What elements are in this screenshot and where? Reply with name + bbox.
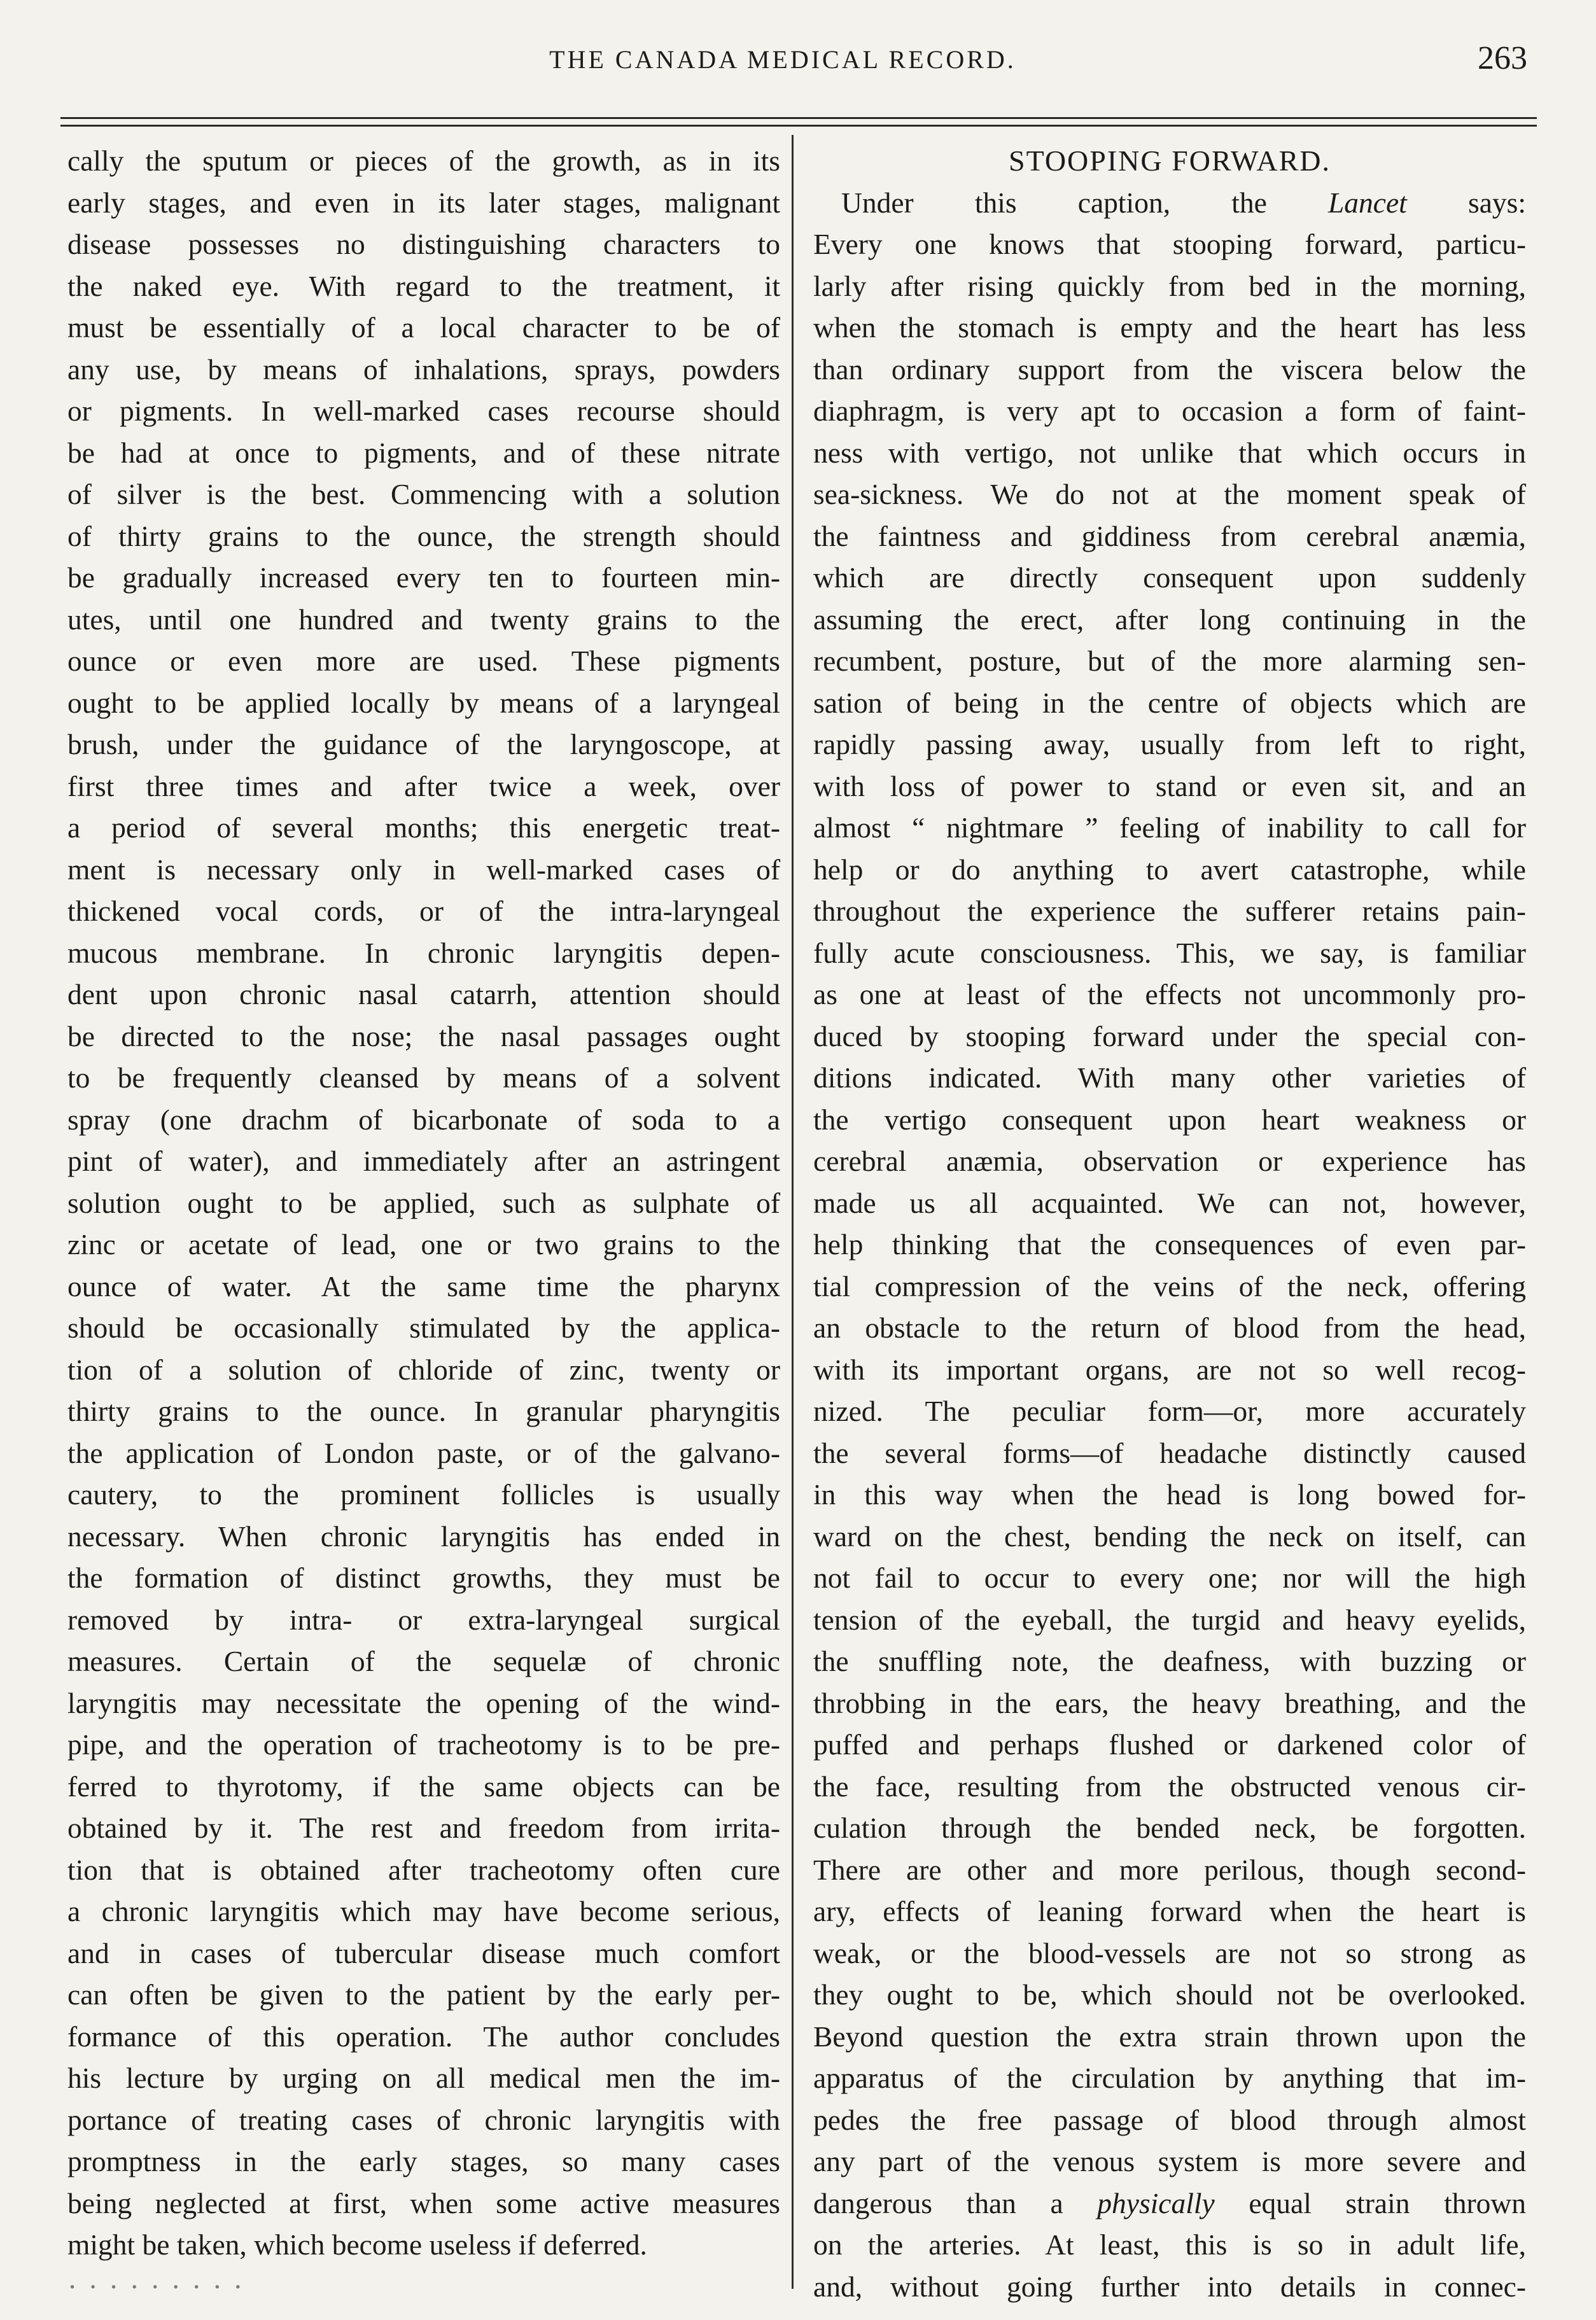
text-line: sation of being in the centre of objects which are (813, 686, 1526, 719)
text-line: pipe, and the operation of tracheotomy is to be pre- (67, 1728, 780, 1761)
text-line: might be taken, which become useless if deferred. (67, 2228, 647, 2261)
text-line: apparatus of the circulation by anything that im- (813, 2062, 1526, 2094)
text-line: Every one knows that stooping forward, particu- (813, 228, 1526, 260)
text-line: ward on the chest, bending the neck on itself, can (813, 1520, 1526, 1553)
text-line: tion of a solution of chloride of zinc, twenty or (67, 1353, 780, 1386)
text-line: the formation of distinct growths, they must be (67, 1562, 780, 1594)
text-line: solution ought to be applied, such as sulphate of (67, 1186, 780, 1219)
text-line: ought to be applied locally by means of a laryngeal (67, 686, 780, 719)
text-line: utes, until one hundred and twenty grains to the (67, 603, 780, 636)
text-line: Beyond question the extra strain thrown upon the (813, 2020, 1526, 2053)
text-line: ditions indicated. With many other varieties of (813, 1061, 1526, 1094)
text-line: larly after rising quickly from bed in the morning, (813, 269, 1526, 302)
running-title: THE CANADA MEDICAL RECORD. (549, 45, 1016, 74)
text-line: and in cases of tubercular disease much comfort (67, 1936, 780, 1969)
text-line: with loss of power to stand or even sit, and an (813, 769, 1526, 802)
text-line: duced by stooping forward under the special con- (813, 1019, 1526, 1052)
text-line: not fail to occur to every one; nor will the high (813, 1562, 1526, 1594)
text-line: be gradually increased every ten to fourteen min- (67, 561, 780, 594)
text-line: ounce of water. At the same time the pharynx (67, 1269, 780, 1303)
header-rule-top (60, 117, 1537, 119)
text-line: being neglected at first, when some active measures (67, 2186, 780, 2219)
text-line: removed by intra- or extra-laryngeal surgical (67, 1603, 780, 1636)
text-line: ounce or even more are used. These pigments (67, 645, 780, 677)
text-line: ferred to thyrotomy, if the same objects can be (67, 1770, 780, 1803)
text-line: and, without going further into details in connec- (813, 2270, 1526, 2303)
text-line: weak, or the blood-vessels are not so strong as (813, 1936, 1526, 1969)
text-line: which are directly consequent upon suddenly (813, 561, 1526, 594)
text-line: portance of treating cases of chronic laryngitis with (67, 2103, 780, 2136)
text-line: throughout the experience the sufferer retains pain- (813, 895, 1526, 927)
text-line: laryngitis may necessitate the opening of the wind- (67, 1686, 780, 1719)
text-line: mucous membrane. In chronic laryngitis depen- (67, 936, 780, 969)
text-line: the naked eye. With regard to the treatment, it (67, 269, 780, 302)
text-line: tial compression of the veins of the neck, offering (813, 1269, 1526, 1303)
text-line: they ought to be, which should not be overlooked. (813, 1978, 1526, 2011)
right-column (813, 140, 1526, 2307)
text-line: on the arteries. At least, this is so in adult life, (813, 2228, 1526, 2261)
article-heading: STOOPING FORWARD. (1008, 144, 1331, 177)
text-line: ary, effects of leaning forward when the heart is (813, 1895, 1526, 1927)
page-header (0, 40, 1596, 95)
text-line: nized. The peculiar form—or, more accurately (813, 1395, 1526, 1427)
text-line: be directed to the nose; the nasal passages ought (67, 1019, 780, 1052)
column-divider (792, 135, 794, 2289)
text-line: thirty grains to the ounce. In granular pharyngitis (67, 1395, 780, 1427)
text-line: There are other and more perilous, though second- (813, 1853, 1526, 1886)
text-line: should be occasionally stimulated by the applica- (67, 1311, 780, 1344)
text-line: fully acute consciousness. This, we say, is familiar (813, 936, 1526, 969)
text-line: the snuffling note, the deafness, with buzzing or (813, 1645, 1526, 1677)
text-line: promptness in the early stages, so many cases (67, 2145, 780, 2177)
text-line: puffed and perhaps flushed or darkened color of (813, 1728, 1526, 1761)
text-line: be had at once to pigments, and of these nitrate (67, 436, 780, 469)
text-line: zinc or acetate of lead, one or two grains to the (67, 1228, 780, 1261)
text-line: of silver is the best. Commencing with a solution (67, 478, 780, 510)
text-line: the several forms—of headache distinctly caused (813, 1436, 1526, 1469)
text-line: sea-sickness. We do not at the moment speak of (813, 478, 1526, 510)
faded-text-line: · · · · · · · · · (67, 2270, 245, 2303)
text-line: early stages, and even in its later stages, malignant (67, 186, 780, 219)
text-line: to be frequently cleansed by means of a solvent (67, 1061, 780, 1094)
text-line: thickened vocal cords, or of the intra-laryngeal (67, 895, 780, 927)
text-line: diaphragm, is very apt to occasion a form of faint- (813, 395, 1526, 427)
text-line: culation through the bended neck, be forgotten. (813, 1812, 1526, 1844)
text-line: first three times and after twice a week, over (67, 769, 780, 802)
text-line: dangerous than a physically equal strain thrown (813, 2186, 1526, 2219)
text-line: any use, by means of inhalations, sprays, powders (67, 353, 780, 386)
text-line: the faintness and giddiness from cerebral anæmia, (813, 519, 1526, 552)
text-line: with its important organs, are not so well recog- (813, 1353, 1526, 1386)
text-line: his lecture by urging on all medical men the im- (67, 2062, 780, 2094)
text-line: the application of London paste, or of the galvano- (67, 1436, 780, 1469)
text-line: as one at least of the effects not uncommonly pro- (813, 978, 1526, 1010)
text-line: a period of several months; this energetic treat- (67, 811, 780, 844)
text-line: measures. Certain of the sequelæ of chronic (67, 1645, 780, 1677)
text-line: rapidly passing away, usually from left to right, (813, 728, 1526, 760)
text-line: cerebral anæmia, observation or experience has (813, 1145, 1526, 1177)
text-line: pint of water), and immediately after an astringent (67, 1145, 780, 1177)
text-line: disease possesses no distinguishing characters to (67, 228, 780, 260)
text-line: the face, resulting from the obstructed venous cir- (813, 1770, 1526, 1803)
text-line: of thirty grains to the ounce, the strength should (67, 519, 780, 552)
text-line: formance of this operation. The author concludes (67, 2020, 780, 2053)
text-line: assuming the erect, after long continuing in the (813, 603, 1526, 636)
text-line: help thinking that the consequences of even par- (813, 1228, 1526, 1261)
text-line: any part of the venous system is more severe and (813, 2145, 1526, 2177)
text-line: recumbent, posture, but of the more alarming sen- (813, 645, 1526, 677)
text-line: necessary. When chronic laryngitis has ended in (67, 1520, 780, 1553)
text-line: ness with vertigo, not unlike that which occurs in (813, 436, 1526, 469)
text-line: obtained by it. The rest and freedom from irrita- (67, 1812, 780, 1844)
text-line: ment is necessary only in well-marked cases of (67, 853, 780, 886)
text-line: an obstacle to the return of blood from the head, (813, 1311, 1526, 1344)
text-line: the vertigo consequent upon heart weakness or (813, 1103, 1526, 1136)
text-line: brush, under the guidance of the laryngoscope, at (67, 728, 780, 760)
text-line: than ordinary support from the viscera below the (813, 353, 1526, 386)
text-line: pedes the free passage of blood through almost (813, 2103, 1526, 2136)
text-line: when the stomach is empty and the heart has less (813, 311, 1526, 344)
text-line: a chronic laryngitis which may have become serious, (67, 1895, 780, 1927)
header-rule-bottom (60, 125, 1537, 127)
text-line: Under this caption, the Lancet says: (841, 186, 1526, 219)
text-line: made us all acquainted. We can not, however, (813, 1186, 1526, 1219)
text-line: in this way when the head is long bowed for- (813, 1478, 1526, 1511)
text-line: must be essentially of a local character to be of (67, 311, 780, 344)
text-line: cautery, to the prominent follicles is usually (67, 1478, 780, 1511)
left-column (67, 140, 780, 2307)
page-number: 263 (1478, 40, 1527, 76)
text-line: cally the sputum or pieces of the growth, as in its (67, 144, 780, 177)
text-line: throbbing in the ears, the heavy breathing, and the (813, 1686, 1526, 1719)
text-line: can often be given to the patient by the early per- (67, 1978, 780, 2011)
text-line: dent upon chronic nasal catarrh, attention should (67, 978, 780, 1010)
text-line: spray (one drachm of bicarbonate of soda to a (67, 1103, 780, 1136)
text-line: almost “ nightmare ” feeling of inability to call for (813, 811, 1526, 844)
text-line: tion that is obtained after tracheotomy often cure (67, 1853, 780, 1886)
text-line: tension of the eyeball, the turgid and heavy eyelids, (813, 1603, 1526, 1636)
text-line: help or do anything to avert catastrophe, while (813, 853, 1526, 886)
text-line: or pigments. In well-marked cases recourse should (67, 395, 780, 427)
